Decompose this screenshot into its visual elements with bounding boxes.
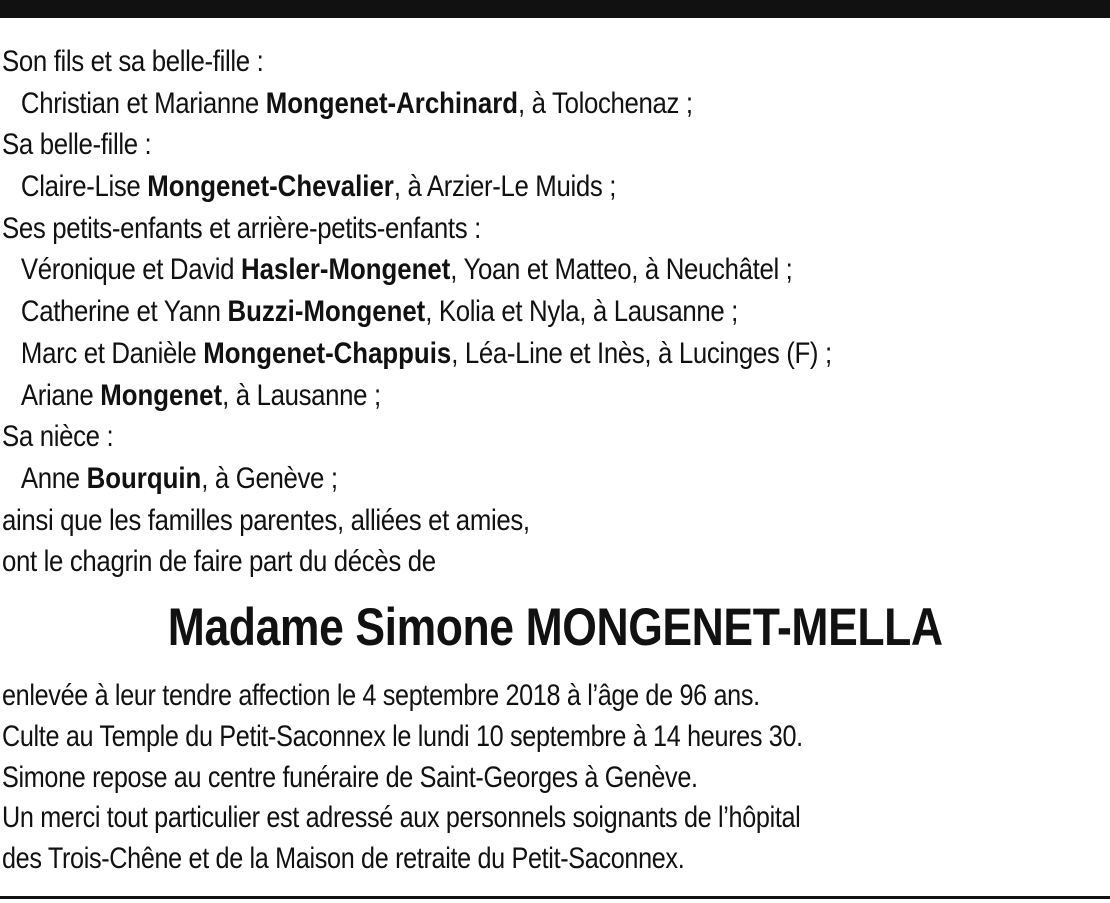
- details-block: [2, 676, 1108, 880]
- detail-line: Simone repose au centre funéraire de Saint-Georges à Genève.: [2, 760, 698, 794]
- member-surname: Mongenet-Chevalier: [147, 170, 394, 204]
- member-location: , Yoan et Matteo, à Neuchâtel ;: [450, 253, 793, 287]
- bottom-rule: [0, 896, 1110, 899]
- member-surname: Buzzi-Mongenet: [227, 295, 426, 329]
- member-given-names: Catherine et Yann: [20, 295, 228, 329]
- member-given-names: Anne: [20, 461, 87, 495]
- member-surname: Mongenet-Chappuis: [203, 336, 452, 370]
- group-heading: Son fils et sa belle-fille :: [2, 45, 264, 78]
- member-location: , à Tolochenaz ;: [518, 86, 693, 120]
- closing-line: ont le chagrin de faire part du décès de: [2, 545, 436, 579]
- family-member-line: [2, 333, 953, 375]
- family-member-line: [2, 291, 953, 333]
- member-given-names: Claire-Lise: [20, 170, 148, 204]
- deceased-name-text: Madame Simone MONGENET-MELLA: [167, 598, 943, 657]
- detail-line: enlevée à leur tendre affection le 4 septembre 2018 à l’âge de 96 ans.: [2, 679, 760, 712]
- detail-line: Un merci tout particulier est adressé aux personnels soignants de l’hôpital: [2, 801, 801, 835]
- family-member-line: [2, 166, 953, 208]
- deceased-name: [0, 588, 1110, 668]
- closing-line: ainsi que les familles parentes, alliées et amies,: [2, 503, 530, 537]
- detail-line: Culte au Temple du Petit-Saconnex le lundi 10 septembre à 14 heures 30.: [2, 719, 803, 753]
- member-surname: Mongenet-Archinard: [265, 86, 519, 120]
- member-surname: Hasler-Mongenet: [240, 253, 451, 287]
- member-given-names: Marc et Danièle: [20, 336, 204, 370]
- member-location: , à Arzier-Le Muids ;: [393, 170, 617, 204]
- member-location: , Léa-Line et Inès, à Lucinges (F) ;: [451, 336, 832, 370]
- family-member-line: [2, 375, 953, 417]
- family-member-line: [2, 83, 953, 125]
- member-given-names: Véronique et David: [20, 253, 241, 287]
- member-given-names: Ariane: [20, 378, 101, 412]
- family-member-line: [2, 458, 953, 500]
- member-location: , à Genève ;: [201, 461, 338, 495]
- group-heading: Sa belle-fille :: [2, 128, 152, 162]
- group-heading: Sa nièce :: [2, 420, 114, 454]
- member-given-names: Christian et Marianne: [20, 86, 266, 120]
- member-location: , à Lausanne ;: [222, 378, 381, 412]
- top-rule: [0, 0, 1110, 18]
- member-location: , Kolia et Nyla, à Lausanne ;: [425, 295, 738, 329]
- detail-line: des Trois-Chêne et de la Maison de retraite du Petit-Saconnex.: [2, 842, 685, 876]
- member-surname: Bourquin: [86, 461, 202, 495]
- group-heading: Ses petits-enfants et arrière-petits-enfants :: [2, 211, 481, 245]
- family-list: [2, 41, 1108, 583]
- family-member-line: [2, 249, 953, 291]
- member-surname: Mongenet: [100, 378, 223, 412]
